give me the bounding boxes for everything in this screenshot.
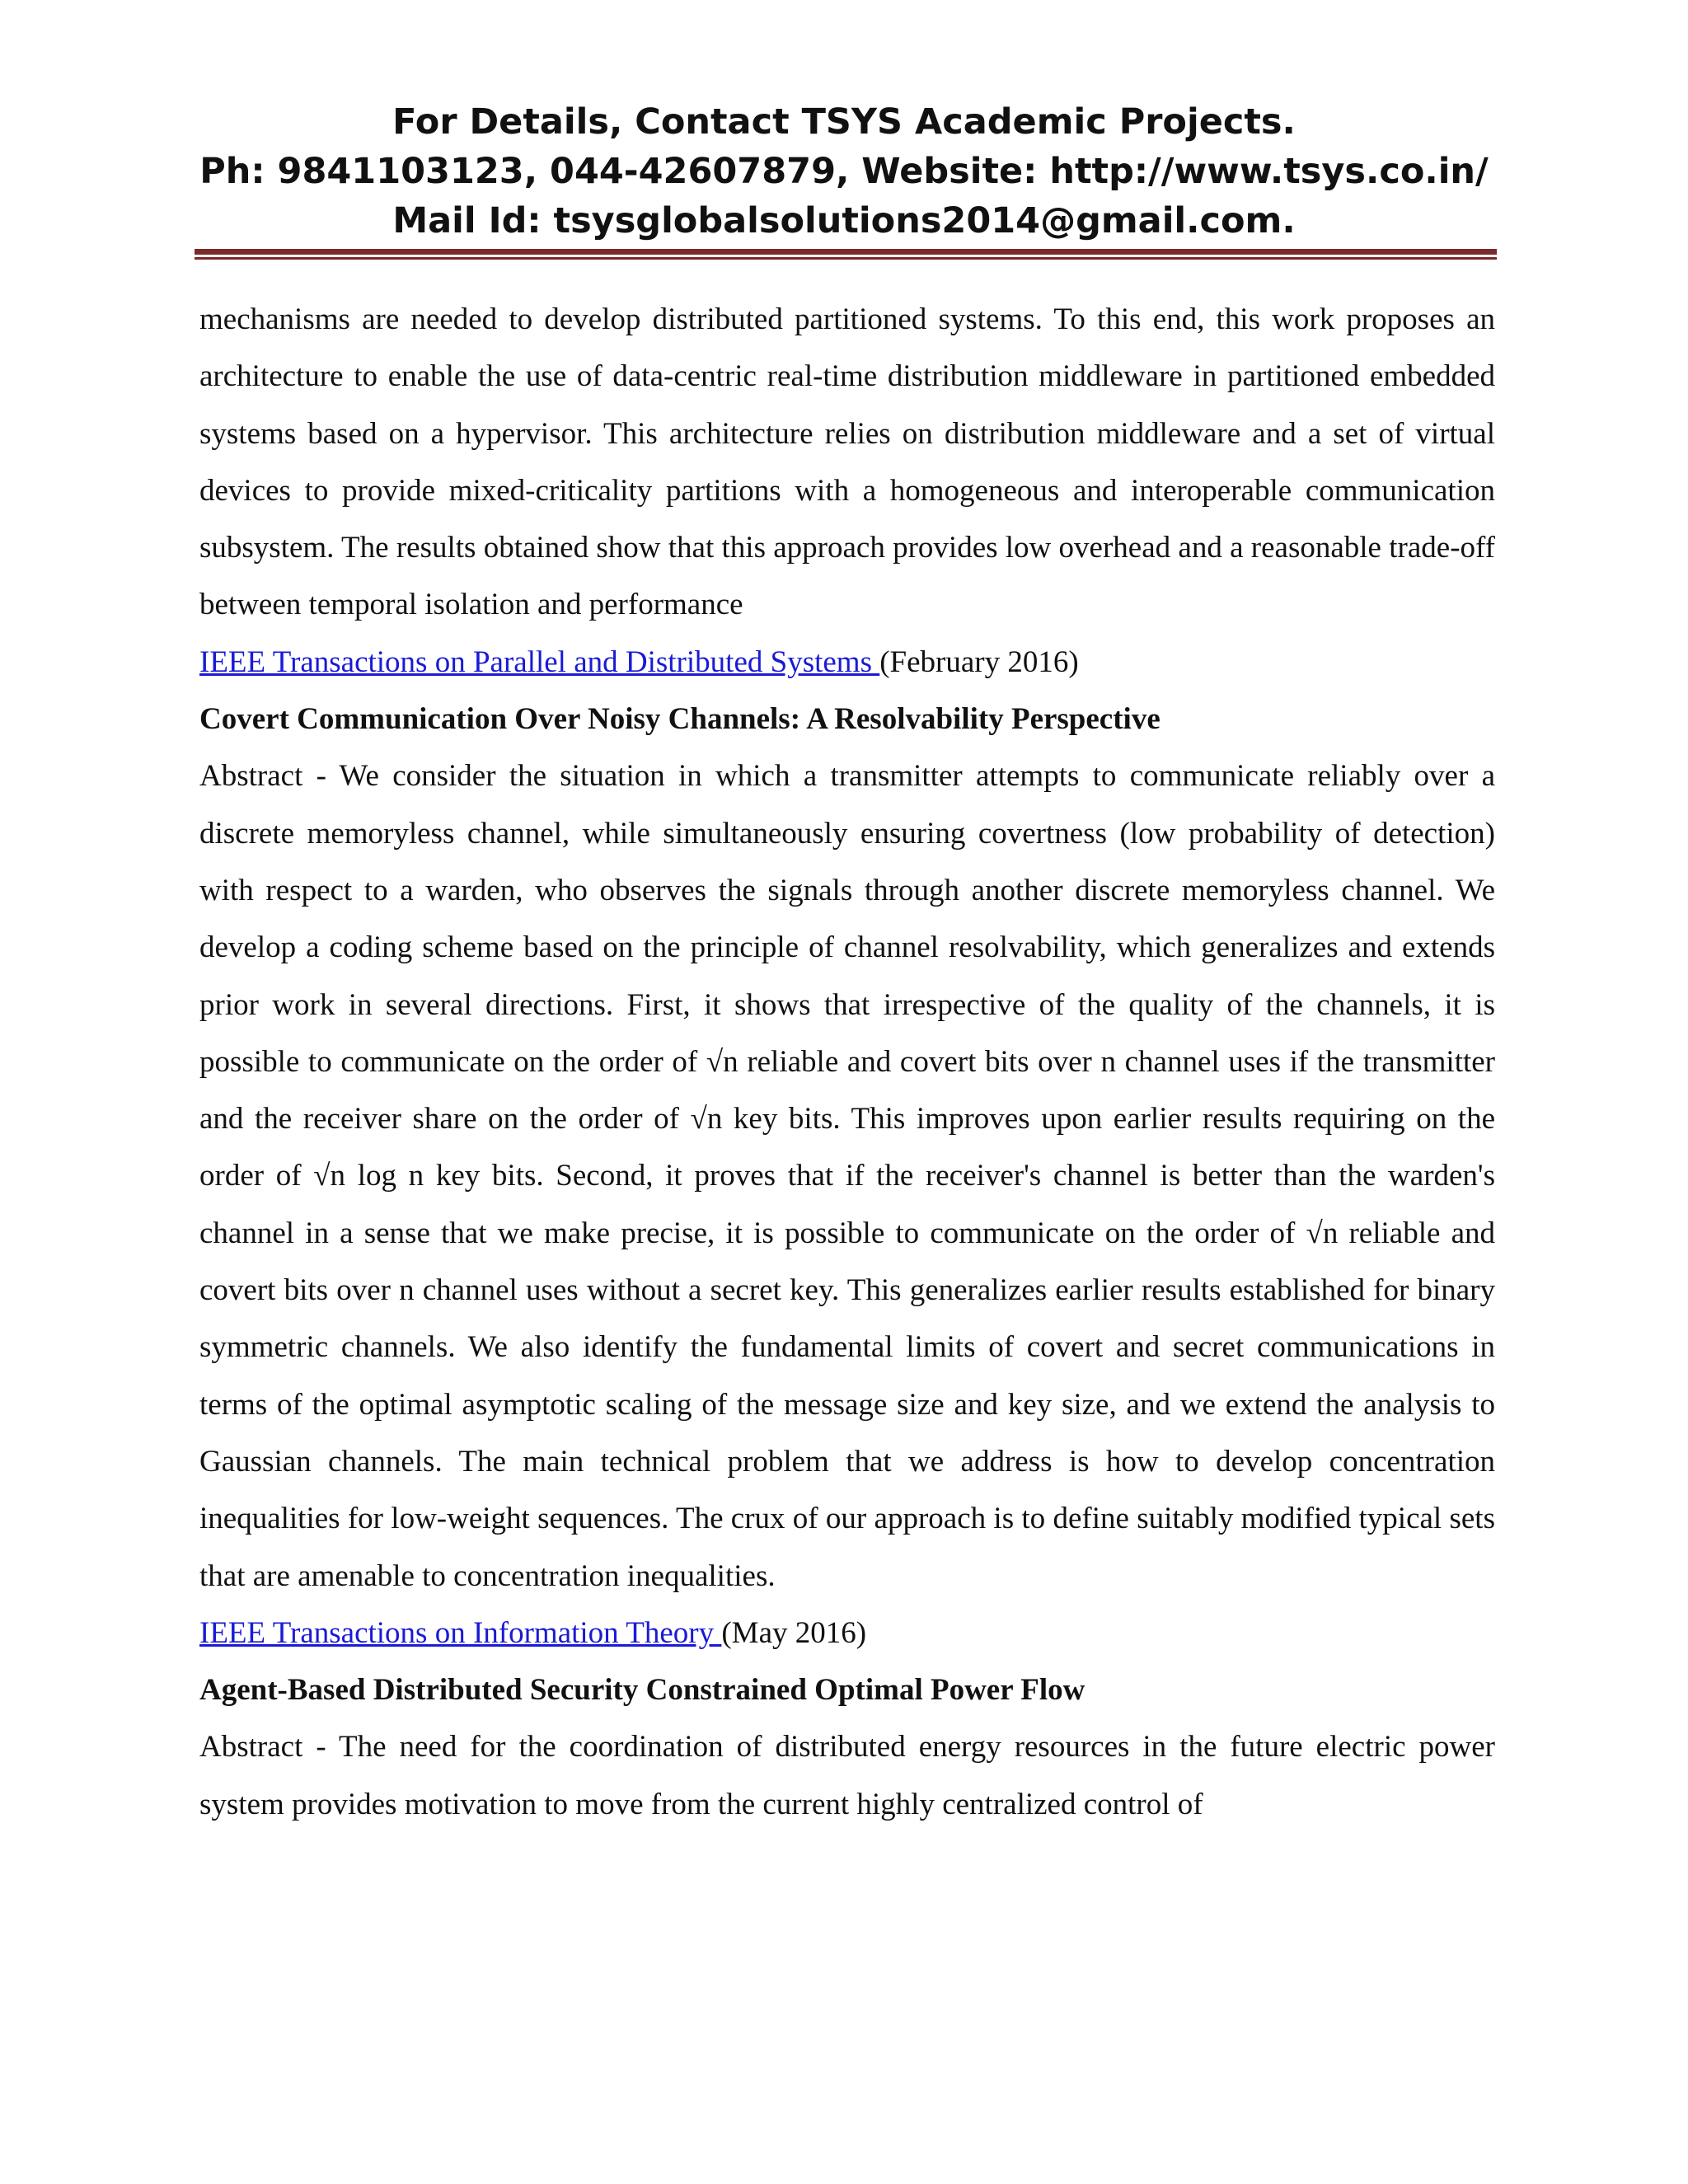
contact-header bbox=[0, 97, 1688, 246]
entry-2-date: (May 2016) bbox=[721, 1615, 867, 1650]
entry-1-abstract: Abstract - We consider the situation in which a transmitter attempts to communicate reliably over a discrete memoryless channel, while simultaneously ensuring covertness (low probability of detection) with respect to a warden, who observes the signals through another discrete memoryless channel. We develop a coding scheme based on the principle of channel resolvability, which generalizes and extends prior work in several directions. First, it shows that irrespective of the quality of the channels, it is possible to communicate on the order of √n reliable and covert bits over n channel uses if the transmitter and the receiver share on the order of √n key bits. This improves upon earlier results requiring on the order of √n log n key bits. Second, it proves that if the receiver's channel is better than the warden's channel in a sense that we make precise, it is possible to communicate on the order of √n reliable and covert bits over n channel uses without a secret key. This generalizes earlier results established for binary symmetric channels. We also identify the fundamental limits of covert and secret communications in terms of the optimal asymptotic scaling of the message size and key size, and we extend the analysis to Gaussian channels. The main technical problem that we address is how to develop concentration inequalities for low-weight sequences. The crux of our approach is to define suitably modified typical sets that are amenable to concentration inequalities. bbox=[199, 759, 1495, 1593]
intro-paragraph: mechanisms are needed to develop distributed partitioned systems. To this end, this work proposes an architecture to enable the use of data-centric real-time distribution middleware in partitioned embedded systems based on a hypervisor. This architecture relies on distribution middleware and a set of virtual devices to provide mixed-criticality partitions with a homogeneous and interoperable communication subsystem. The results obtained show that this approach provides low overhead and a reasonable trade-off between temporal isolation and performance bbox=[199, 302, 1495, 622]
entry-1-source-line bbox=[199, 634, 1495, 691]
entry-2-source-line bbox=[199, 1605, 1495, 1661]
entry-1-title: Covert Communication Over Noisy Channels: A Resolvability Perspective bbox=[199, 702, 1160, 737]
header-title: For Details, Contact TSYS Academic Projects. bbox=[392, 101, 1296, 143]
header-phone-website: Ph: 9841103123, 044-42607879, Website: http://www.tsys.co.in/ bbox=[199, 151, 1489, 192]
entry-2-source-link[interactable]: IEEE Transactions on Information Theory bbox=[199, 1615, 722, 1650]
entry-1-date: (February 2016) bbox=[879, 644, 1079, 679]
document-body bbox=[199, 291, 1495, 1833]
entry-1-source-link[interactable]: IEEE Transactions on Parallel and Distributed Systems bbox=[199, 644, 880, 679]
header-divider-thin bbox=[195, 257, 1497, 260]
entry-2-title: Agent-Based Distributed Security Constrained Optimal Power Flow bbox=[199, 1673, 1085, 1708]
header-divider-thick bbox=[195, 249, 1497, 255]
header-email: Mail Id: tsysglobalsolutions2014@gmail.com. bbox=[392, 200, 1296, 241]
entry-2-abstract: Abstract - The need for the coordination of distributed energy resources in the future electric power system provides motivation to move from the current highly centralized control of bbox=[199, 1730, 1495, 1821]
